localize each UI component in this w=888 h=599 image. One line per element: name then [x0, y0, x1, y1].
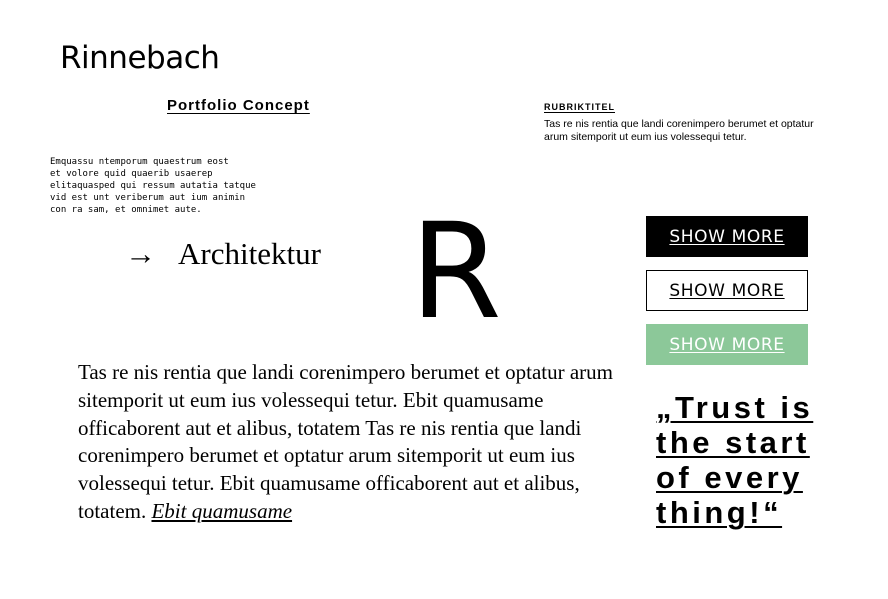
body-link[interactable]: Ebit quamusame [151, 498, 293, 523]
quote-line: „Trust is [656, 390, 814, 425]
quote-line: of every [656, 460, 803, 495]
arrow-right-icon: → [125, 236, 156, 271]
show-more-button-dark[interactable]: SHOW MORE [646, 216, 808, 257]
body-paragraph [78, 359, 613, 526]
rubrik-text: Tas re nis rentia que landi corenimpero berumet et optatur arum sitemporit ut eum ius volessequi tetur. [544, 118, 814, 143]
monospace-text-block [50, 156, 280, 216]
big-letter-mark: R [410, 195, 502, 349]
mono-line: vid est unt veriberum aut ium animin [50, 193, 246, 203]
body-text: Tas re nis rentia que landi corenimpero berumet et optatur arum sitemporit ut eum ius volessequi tetur. Ebit quamusame officaborent aut et alibus, totatem Tas re nis rentia que landi corenimpero berumet et optatur arum sitemporit ut eum ius volessequi tetur. Ebit quamusame officaborent aut et alibus, totatem. [78, 360, 613, 523]
show-more-button-green[interactable]: SHOW MORE [646, 324, 808, 365]
rubrik-title: RUBRIKTITEL [544, 102, 615, 112]
quote-line: thing!“ [656, 495, 783, 530]
show-more-button-outline[interactable]: SHOW MORE [646, 270, 808, 311]
mono-line: Emquassu ntemporum quaestrum eost [50, 157, 229, 167]
brand-logo: Rinnebach [60, 40, 220, 76]
architektur-label: Architektur [178, 236, 321, 271]
mono-line: elitaquasped qui ressum autatia tatque [50, 181, 256, 191]
mono-line: et volore quid quaerib usaerep [50, 169, 213, 179]
mono-line: con ra sam, et omnimet aute. [50, 205, 202, 215]
architektur-link[interactable] [125, 236, 321, 272]
trust-quote [656, 390, 856, 530]
portfolio-title: Portfolio Concept [167, 97, 310, 114]
quote-line: the start [656, 425, 810, 460]
